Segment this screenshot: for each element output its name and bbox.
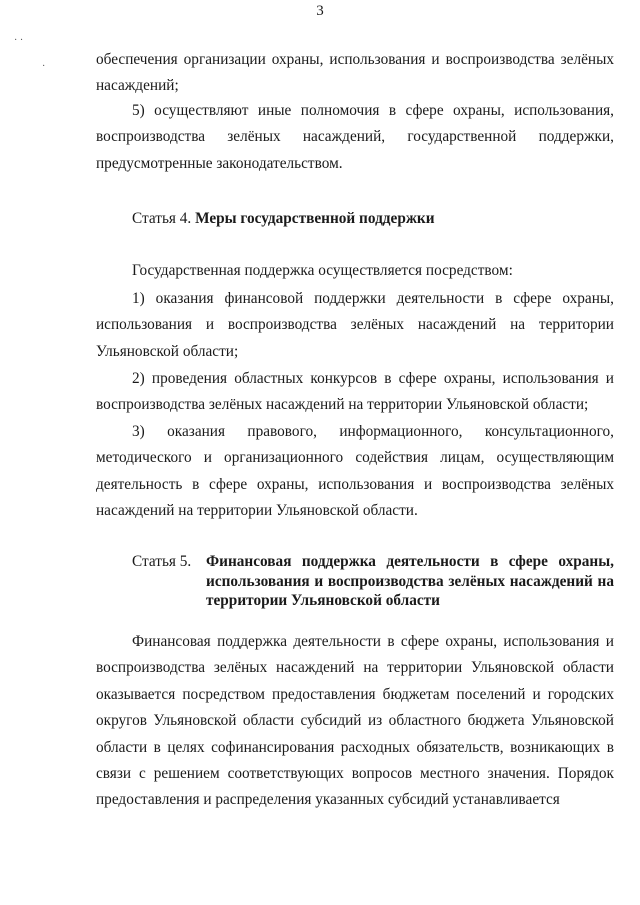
article-5-body: Финансовая поддержка деятельности в сфере охраны, использования и воспроизводства зелёных насаждений на территории Ульяновской области оказывается посредством предоставления бюджетам поселений и городских округов Ульяновской области субсидий из областного бюджета Ульяновской области в целях софинансирования расходных обязательств, возникающих в связи с решением соответствующих вопросов местного значения. Порядок предоставления и распределения указанных субсидий устанавливается xyxy=(96,633,614,809)
margin-dot: · xyxy=(42,61,46,72)
article-4-lead: Государственная поддержка осуществляется посредством: xyxy=(132,262,513,279)
intro-paragraph-2: 5) осуществляют иные полномочия в сфере охраны, использования, воспроизводства зелёных насаждений, государственной поддержки, предусмотренные законодательством. xyxy=(96,102,614,172)
article-4-item-3: 3) оказания правового, информационного, консультационного, методического и организационного содействия лицам, осуществляющим деятельность в сфере охраны, использования и воспроизводства зелёных насаждений на территории Ульяновской области. xyxy=(96,423,614,520)
article-4-title: Меры государственной поддержки xyxy=(195,210,435,227)
article-5-label: Статья 5. xyxy=(132,553,192,570)
margin-dots: · · xyxy=(14,35,24,46)
article-4-label: Статья 4. xyxy=(132,210,192,227)
intro-paragraph-1: обеспечения организации охраны, использования и воспроизводства зелёных насаждений; xyxy=(96,51,614,95)
page-number: 3 xyxy=(316,3,324,19)
article-4-heading xyxy=(132,209,435,229)
article-4-item-1: 1) оказания финансовой поддержки деятельности в сфере охраны, использования и воспроизводства зелёных насаждений на территории Ульяновской области; xyxy=(96,290,614,360)
article-4-item-2: 2) проведения областных конкурсов в сфере охраны, использования и воспроизводства зелёных насаждений на территории Ульяновской области; xyxy=(96,370,614,414)
article-5-title: Финансовая поддержка деятельности в сфере охраны, использования и воспроизводства зелёных насаждений на территории Ульяновской области xyxy=(206,553,614,609)
